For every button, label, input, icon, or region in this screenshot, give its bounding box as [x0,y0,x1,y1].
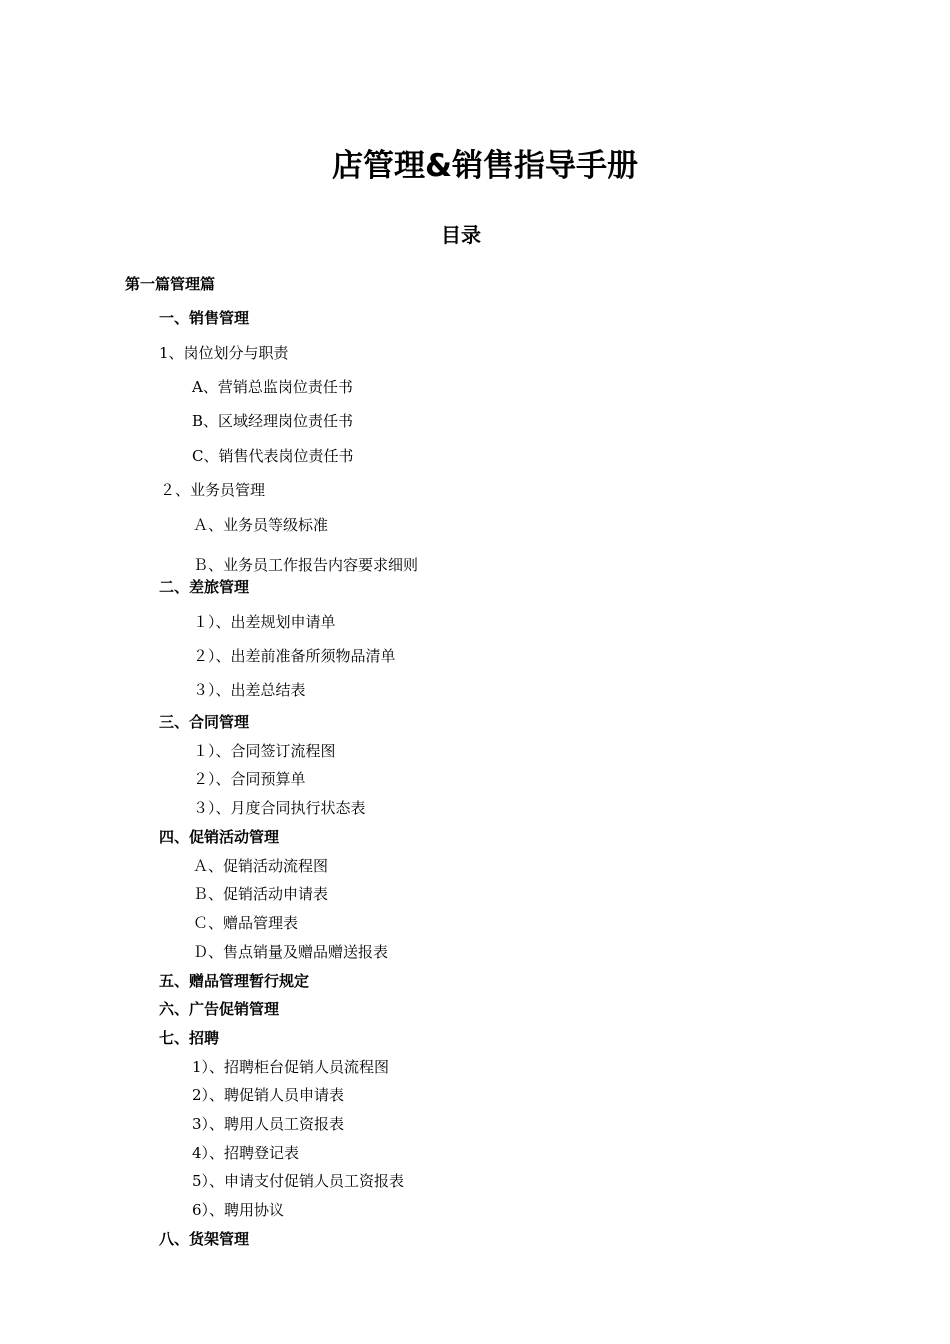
toc-section: 五、赠品管理暂行规定 [159,972,310,990]
document-title: 店管理&销售指导手册 [331,148,639,184]
toc-section: 一、销售管理 [159,309,250,327]
toc-subitem: Ｂ、业务员工作报告内容要求细则 [193,556,419,574]
toc-subitem: 5）、申请支付促销人员工资报表 [192,1172,405,1190]
toc-section: 八、货架管理 [159,1230,250,1248]
toc-section: 四、促销活动管理 [159,828,280,846]
toc-subitem: 4）、招聘登记表 [192,1144,300,1162]
toc-subitem: １）、合同签订流程图 [193,742,336,760]
toc-subitem: ２）、合同预算单 [193,770,306,788]
toc-part: 第一篇管理篇 [125,275,216,293]
toc-subitem: 3）、聘用人员工资报表 [192,1115,345,1133]
toc-subitem: Ｃ、赠品管理表 [193,914,299,932]
toc-subitem: 1）、招聘柜台促销人员流程图 [192,1058,390,1076]
toc-subitem: A、营销总监岗位责任书 [192,378,353,396]
toc-subitem: Ａ、业务员等级标准 [193,516,329,534]
toc-subitem: 2）、聘促销人员申请表 [192,1086,345,1104]
toc-subitem: ３）、月度合同执行状态表 [193,799,366,817]
toc-subitem: C、销售代表岗位责任书 [192,447,354,465]
toc-heading: 目录 [441,223,481,247]
toc-subitem: ３）、出差总结表 [193,681,306,699]
toc-subitem: Ａ、促销活动流程图 [193,857,329,875]
toc-subitem: Ｂ、促销活动申请表 [193,885,329,903]
toc-item: ２、业务员管理 [160,481,266,499]
toc-item: 1、岗位划分与职责 [159,344,289,362]
toc-subitem: B、区域经理岗位责任书 [192,412,354,430]
toc-subitem: Ｄ、售点销量及赠品赠送报表 [193,943,389,961]
toc-section: 七、招聘 [159,1029,220,1047]
toc-section: 三、合同管理 [159,713,250,731]
toc-subitem: 6）、聘用协议 [192,1201,285,1219]
toc-section: 二、差旅管理 [159,578,250,596]
toc-section: 六、广告促销管理 [159,1000,280,1018]
toc-subitem: ２）、出差前准备所须物品清单 [193,647,396,665]
toc-subitem: １）、出差规划申请单 [193,613,336,631]
